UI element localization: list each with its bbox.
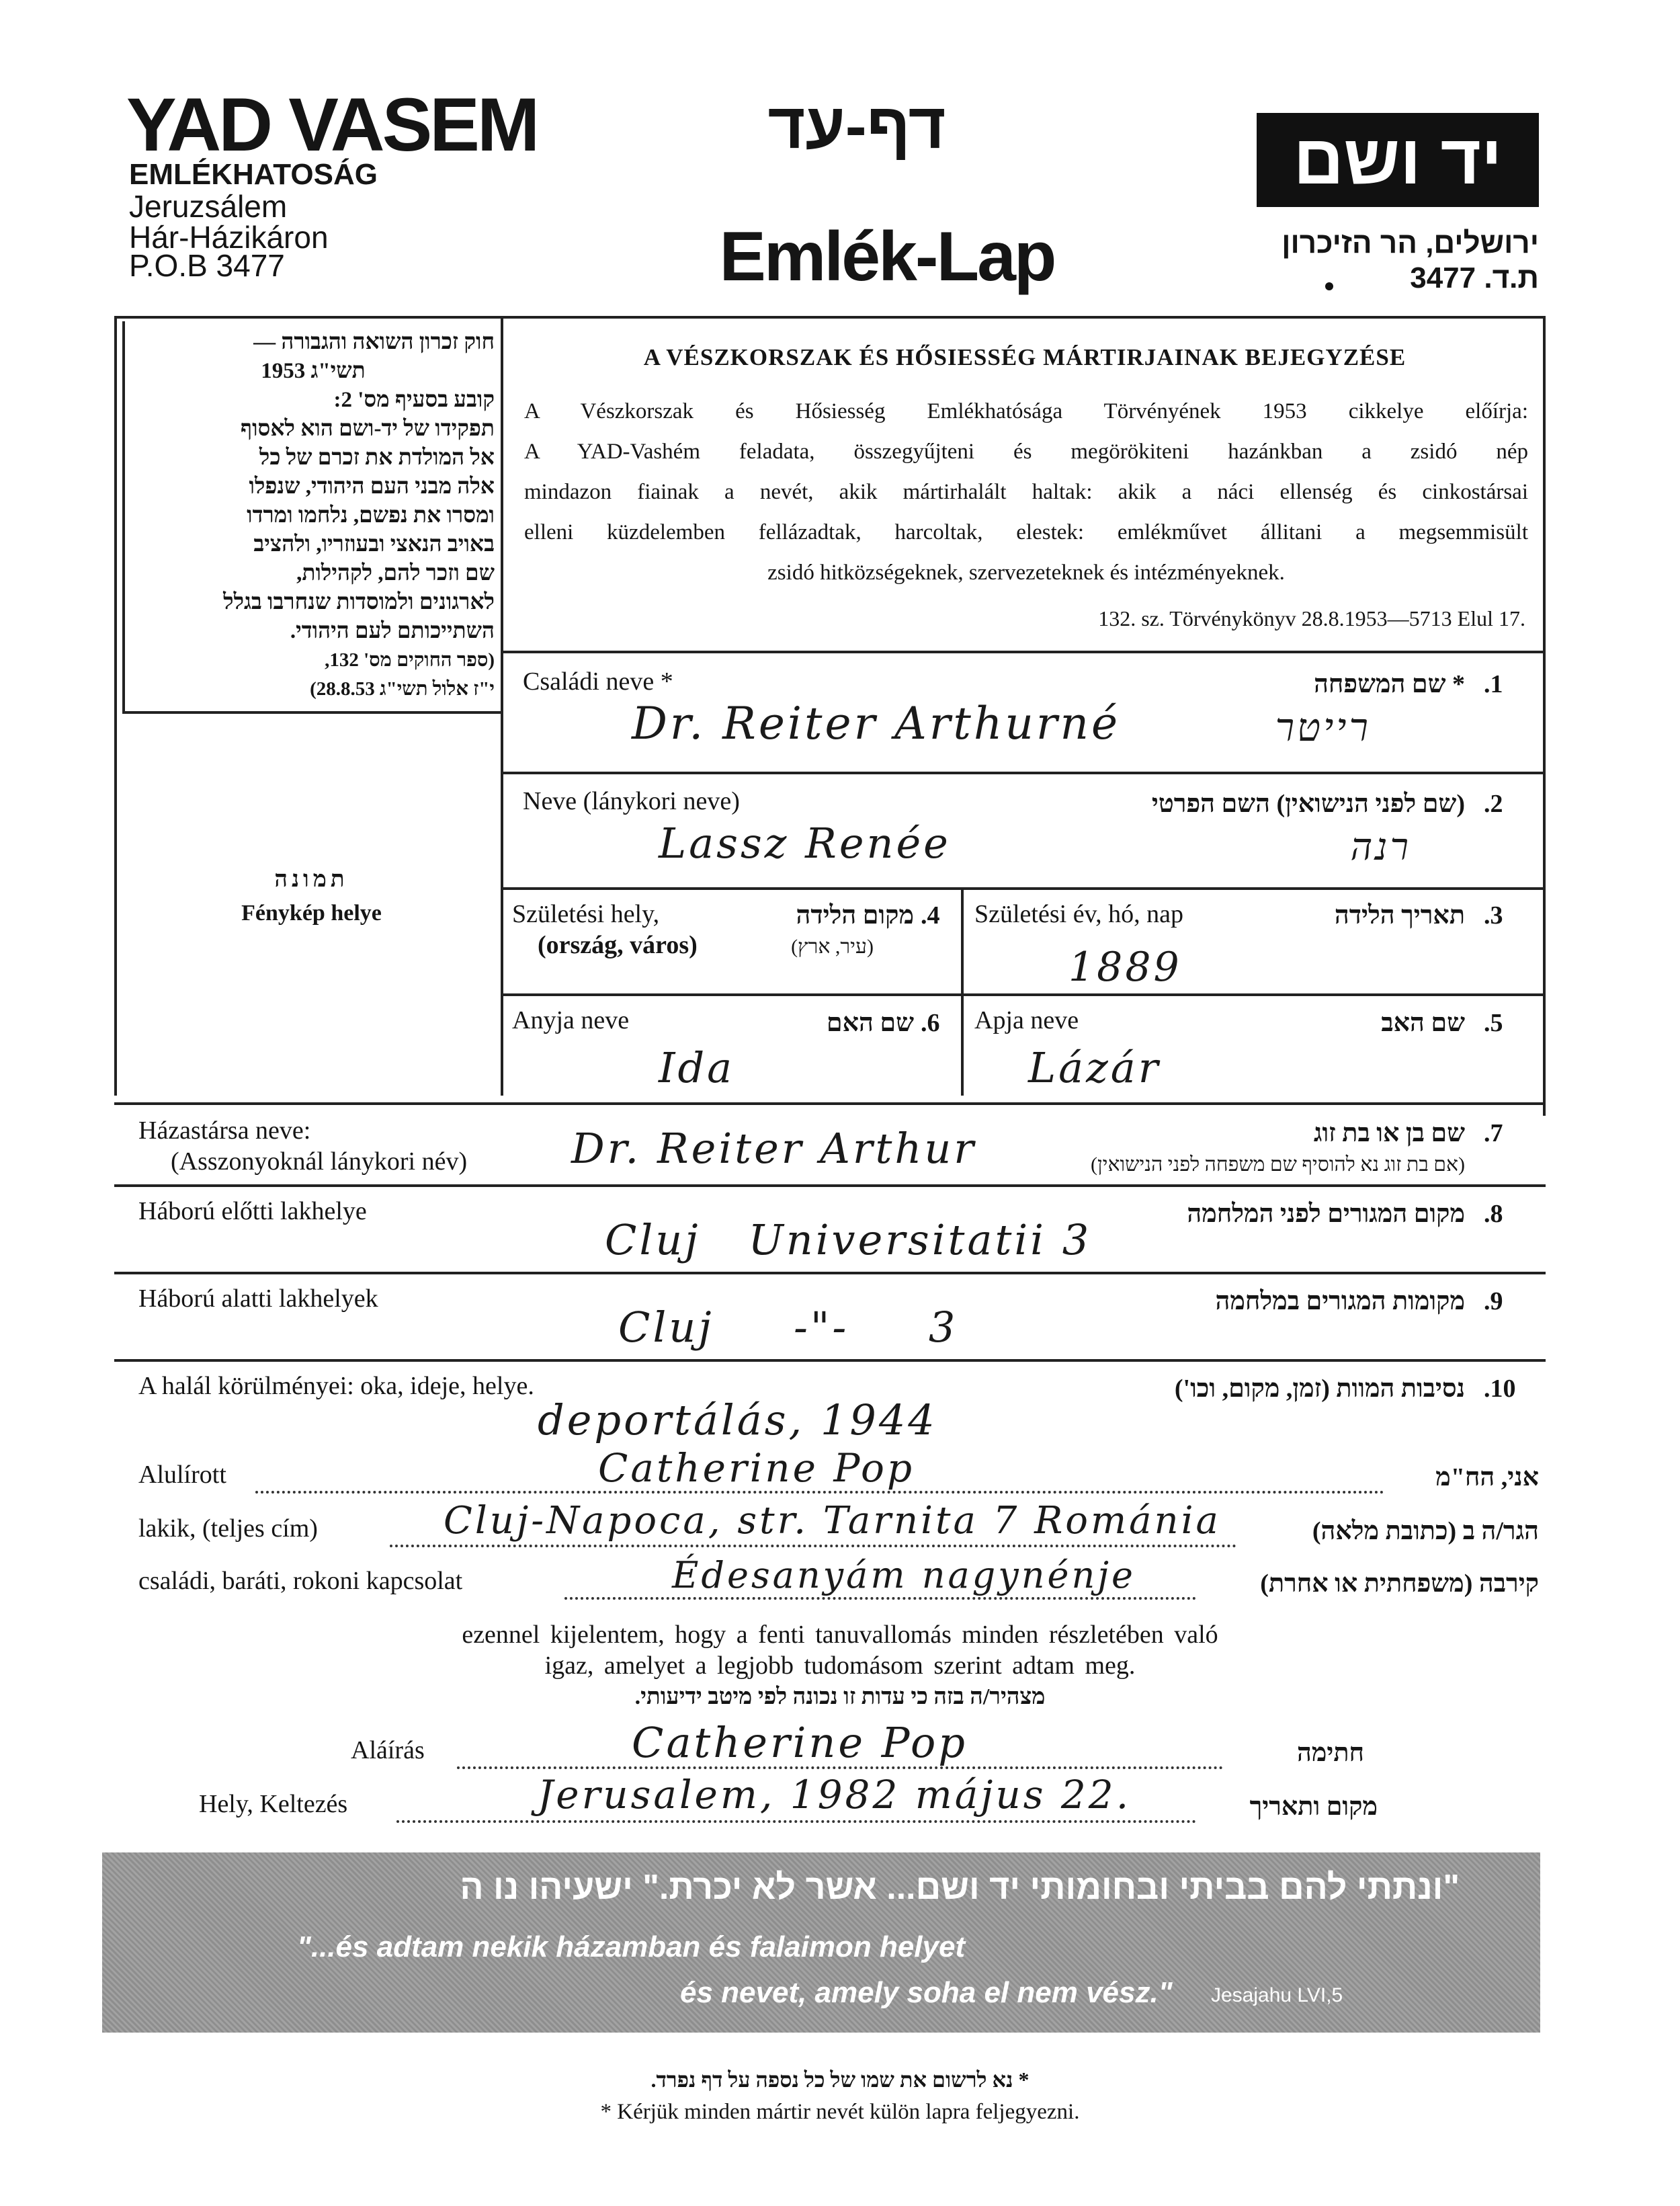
pob-hebrew: ת.ד. 3477 xyxy=(1410,261,1539,294)
given-name-hebrew-label: (שם לפני הנישואין) השם הפרטי xyxy=(1151,790,1465,818)
intro-heading: A VÉSZKORSZAK ÉS HŐSIESSÉG MÁRTIRJAINAK BEJEGYZÉSE xyxy=(643,344,1406,370)
intro-line: zsidó hitközségeknek, szervezeteknek és intézményeknek. xyxy=(767,561,1285,585)
intro-line: A Vészkorszak és Hősiesség Emlékhatósága Törvényének 1953 cikkelye előírja: xyxy=(524,399,1528,423)
relationship-label: családi, baráti, rokoni kapcsolat xyxy=(138,1567,463,1595)
spouse-name-sublabel: (Asszonyoknál lánykori név) xyxy=(171,1147,468,1176)
relationship-line xyxy=(564,1597,1196,1600)
intro-line: mindazon fiainak a nevét, akik mártirhalált haltak: akik a náci ellenség és cinkostársai xyxy=(524,480,1528,504)
declaration-line-2: igaz, amelyet a legjobb tudomásom szerint adtam meg. xyxy=(544,1651,1136,1680)
frame-left-line xyxy=(114,316,117,1096)
field-3-4-top-line xyxy=(501,887,1543,890)
prewar-residence-value[interactable]: Cluj Universitatii 3 xyxy=(605,1215,1092,1264)
field-10-top-line xyxy=(114,1359,1546,1362)
place-date-hebrew-label: מקום ותאריך xyxy=(1249,1793,1378,1821)
spouse-name-value[interactable]: Dr. Reiter Arthur xyxy=(571,1124,976,1173)
prewar-residence-label: Háború előtti lakhelye xyxy=(138,1197,367,1225)
law-box-left-line xyxy=(122,321,125,711)
address-hebrew: ירושלים, הר הזיכרון xyxy=(1282,227,1539,259)
wartime-residence-value[interactable]: Cluj -"- 3 xyxy=(618,1303,958,1352)
birthplace-sublabel: (ország, város) xyxy=(538,931,698,959)
law-reference-1: (ספר החוקים מס' 132, xyxy=(325,649,495,671)
law-line: אל המולדת את זכרם של כל xyxy=(259,446,495,470)
spouse-name-hebrew-label: שם בן או בת זוג xyxy=(1313,1119,1465,1147)
place-date-label: Hely, Keltezés xyxy=(199,1790,348,1818)
father-name-hebrew-label: שם האב xyxy=(1381,1009,1465,1037)
law-line: ומסרו את נפשם, נלחמו ומרדו xyxy=(247,503,495,528)
field-number: .5 xyxy=(1484,1009,1503,1037)
mother-name-value[interactable]: Ida xyxy=(659,1043,735,1092)
address-line-3: P.O.B 3477 xyxy=(129,248,285,283)
wartime-residence-label: Háború alatti lakhelyek xyxy=(138,1284,378,1313)
given-name-value[interactable]: Lassz Renée xyxy=(659,819,951,868)
field-number: .10 xyxy=(1484,1375,1516,1403)
field-number: .2 xyxy=(1484,790,1503,818)
banner-quote-line-1: "...és adtam nekik házamban és falaimon helyet xyxy=(297,1930,966,1963)
birthplace-hebrew-label: מקום הלידה xyxy=(796,901,914,930)
signature-hebrew-label: חתימה xyxy=(1296,1739,1364,1767)
law-line: שם וזכר להם, לקהילות, xyxy=(296,561,495,585)
frame-right-line xyxy=(1543,316,1546,1116)
relationship-value[interactable]: Édesanyám nagynénje xyxy=(672,1554,1136,1596)
undersigned-value[interactable]: Catherine Pop xyxy=(598,1445,915,1491)
field-number: .6 xyxy=(921,1009,940,1037)
law-line: לארגונים ולמוסדות שנחרבו בגלל xyxy=(223,590,495,614)
place-date-line xyxy=(396,1820,1196,1823)
frame-top-line xyxy=(114,316,1546,319)
law-line: באויב הנאצי ובעוזריו, ולהציב xyxy=(253,532,495,557)
spouse-name-label: Házastársa neve: xyxy=(138,1116,311,1145)
birthplace-hebrew-sublabel: (עיר, ארץ) xyxy=(791,936,874,958)
photo-label-hebrew: תמונה xyxy=(274,867,349,892)
law-line: תפקידו של יד-ושם הוא לאסוף xyxy=(241,417,495,441)
address-line-1: Jeruzsálem xyxy=(129,189,288,224)
given-name-value-hebrew[interactable]: רנה xyxy=(1350,825,1411,869)
pob-dot xyxy=(1325,282,1333,290)
declaration-hebrew: מצהיר/ה בזה כי עדות זו נכונה לפי מיטב ידיעותי. xyxy=(634,1684,1046,1709)
death-circumstances-hebrew-label: נסיבות המוות (זמן, מקום, וכו') xyxy=(1174,1375,1465,1403)
law-line: תשי"ג 1953 xyxy=(261,359,366,383)
undersigned-hebrew-label: אני, הח"מ xyxy=(1435,1463,1539,1492)
field-number: .9 xyxy=(1484,1287,1503,1315)
address-line-2: Hár-Házikáron xyxy=(129,220,329,255)
field-2-top-line xyxy=(501,772,1543,774)
banner-quote-line-2: és nevet, amely soha el nem vész." xyxy=(680,1976,1173,2009)
birthdate-value[interactable]: 1889 xyxy=(1068,944,1182,991)
field-middle-divider xyxy=(961,887,964,1096)
family-name-value[interactable]: Dr. Reiter Arthurné xyxy=(632,698,1121,749)
undersigned-label: Alulírott xyxy=(138,1461,226,1489)
law-line: קובע בסעיף מס' 2: xyxy=(333,388,495,412)
intro-reference: 132. sz. Törvénykönyv 28.8.1953—5713 Elul 17. xyxy=(1098,606,1525,630)
field-number: .1 xyxy=(1484,670,1503,698)
intro-line: elleni küzdelemben fellázadtak, harcoltak, elestek: emlékművet állitani a megsemmisült xyxy=(524,520,1528,544)
address-hebrew-label: הגר/ה ב (כתובת מלאה) xyxy=(1312,1517,1539,1545)
family-name-label: Családi neve * xyxy=(523,667,673,696)
photo-label: Fénykép helye xyxy=(241,901,382,926)
law-line: השתייכותם לעם היהודי. xyxy=(290,619,495,643)
field-1-top-line xyxy=(501,651,1543,653)
title-hebrew: דף-עד xyxy=(767,90,946,162)
relationship-hebrew-label: קירבה (משפחתית או אחרת) xyxy=(1260,1569,1539,1598)
field-9-top-line xyxy=(114,1272,1546,1274)
death-circumstances-value[interactable]: deportálás, 1944 xyxy=(538,1395,937,1444)
death-circumstances-label: A halál körülményei: oka, ideje, helye. xyxy=(138,1372,534,1400)
footer-note: * Kérjük minden mártir nevét külön lapra feljegyezni. xyxy=(600,2100,1080,2124)
footer-hebrew-note: * נא לרשום את שמו של כל נספה על דף נפרד. xyxy=(650,2068,1030,2092)
place-date-value[interactable]: Jerusalem, 1982 május 22. xyxy=(538,1772,1132,1817)
field-number: .3 xyxy=(1484,901,1503,930)
page-title: Emlék-Lap xyxy=(719,218,1055,296)
address-label: lakik, (teljes cím) xyxy=(138,1514,318,1543)
law-line: חוק זכרון השואה והגבורה — xyxy=(253,330,495,354)
field-7-top-line xyxy=(114,1102,1546,1105)
birthdate-label: Születési év, hó, nap xyxy=(974,900,1183,928)
law-box-text xyxy=(132,328,495,704)
signature-value[interactable]: Catherine Pop xyxy=(632,1718,968,1767)
field-5-6-top-line xyxy=(501,993,1543,996)
quote-banner xyxy=(102,1852,1540,2033)
field-8-top-line xyxy=(114,1184,1546,1187)
law-reference-2: י"ז אלול תשי"ג 28.8.53) xyxy=(310,678,495,700)
field-number: .4 xyxy=(921,901,940,930)
field-number: .8 xyxy=(1484,1200,1503,1228)
banner-hebrew-quote: "ונתתי להם בביתי ובחומותי יד ושם... אשר לא יכרת." ישעיהו נו ה xyxy=(460,1868,1460,1907)
prewar-residence-hebrew-label: מקום המגורים לפני המלחמה xyxy=(1187,1200,1465,1228)
mother-name-label: Anyja neve xyxy=(512,1006,630,1034)
family-name-value-hebrew[interactable]: רייטר xyxy=(1275,704,1371,750)
father-name-label: Apja neve xyxy=(974,1006,1079,1034)
frame-divider-line xyxy=(501,316,503,1096)
intro-text xyxy=(524,391,1528,593)
signature-label: Aláírás xyxy=(351,1736,425,1764)
birthdate-hebrew-label: תאריך הלידה xyxy=(1334,901,1465,930)
undersigned-line xyxy=(255,1491,1384,1494)
org-name: YAD VASEM xyxy=(126,83,538,167)
family-name-hebrew-label: * שם המשפחה xyxy=(1314,670,1465,698)
declaration-line-1: ezennel kijelentem, hogy a fenti tanuvallomás minden részletében való xyxy=(462,1621,1218,1649)
mother-name-hebrew-label: שם האם xyxy=(826,1009,914,1037)
address-line xyxy=(390,1545,1236,1547)
banner-quote-reference: Jesajahu LVI,5 xyxy=(1211,1984,1343,2006)
law-line: אלה מבני העם היהודי, שנפלו xyxy=(249,475,495,499)
address-value[interactable]: Cluj-Napoca, str. Tarnita 7 Románia xyxy=(444,1499,1221,1543)
wartime-residence-hebrew-label: מקומות המגורים במלחמה xyxy=(1215,1287,1465,1315)
law-box-bottom-line xyxy=(122,711,501,714)
intro-line: A YAD-Vashém feladata, összegyűjteni és megörökiteni hazánkban a zsidó nép xyxy=(524,440,1528,464)
birthplace-label: Születési hely, xyxy=(512,900,660,928)
org-subtitle: EMLÉKHATOSÁG xyxy=(129,158,378,191)
yad-vashem-logo: יד ושם xyxy=(1257,113,1539,207)
field-number: .7 xyxy=(1484,1119,1503,1147)
father-name-value[interactable]: Lázár xyxy=(1028,1043,1161,1092)
given-name-label: Neve (lánykori neve) xyxy=(523,787,740,815)
spouse-name-hebrew-sublabel: (אם בת זוג נא להוסיף שם משפחה לפני הנישואין) xyxy=(1091,1153,1465,1176)
